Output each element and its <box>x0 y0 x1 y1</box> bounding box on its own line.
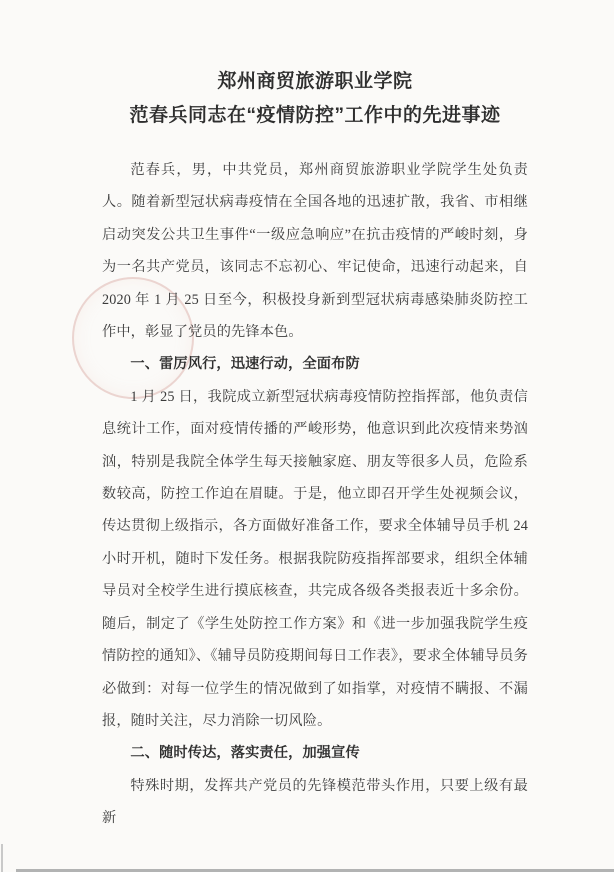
section-heading: 二、随时传达，落实责任，加强宣传 <box>130 745 360 762</box>
section-heading: 一、雷厉风行，迅速行动，全面布防 <box>130 356 360 373</box>
paragraph: 范春兵，男，中共党员，郑州商贸旅游职业学院学生处负责人。随着新型冠状病毒疫情在全国各地的迅速扩散，我省、市相继启动突发公共卫生事件“一级应急响应”在抗击疫情的严峻时刻，身为一名共产党员，该同志不忘初心、牢记使命，迅速行动起来，自 2020 年 1 月 25 日至今，积极投身新到型冠状病毒感染肺炎防控工作中，彰显了党员的先锋本色。 <box>102 162 528 341</box>
scan-left-edge-shadow <box>1 844 3 872</box>
document-title-line2: 范春兵同志在“疫情防控”工作中的先进事迹 <box>129 105 501 126</box>
document-content <box>102 68 528 835</box>
document-body <box>102 154 528 835</box>
document-title-line1: 郑州商贸旅游职业学院 <box>217 71 413 92</box>
paragraph: 1 月 25 日，我院成立新型冠状病毒疫情防控指挥部，他负责信息统计工作，面对疫情传播的严峻形势，他意识到此次疫情来势汹汹，特别是我院全体学生每天接触家庭、朋友等很多人员，危险系数较高，防控工作迫在眉睫。于是，他立即召开学生处视频会议，传达贯彻上级指示，各方面做好准备工作，要求全体辅导员手机 24 小时开机，随时下发任务。根据我院防疫指挥部要求，组织全体辅导员对全校学生进行摸底核查，共完成各级各类报表近十多余份。随后，制定了《学生处防控工作方案》和《进一步加强我院学生疫情防控的通知》、《辅导员防疫期间每日工作表》，要求全体辅导员务必做到：对每一位学生的情况做到了如指掌，对疫情不瞒报、不漏报，随时关注，尽力消除一切风险。 <box>102 388 528 729</box>
paragraph: 特殊时期，发挥共产党员的先锋模范带头作用，只要上级有最新 <box>102 777 528 827</box>
